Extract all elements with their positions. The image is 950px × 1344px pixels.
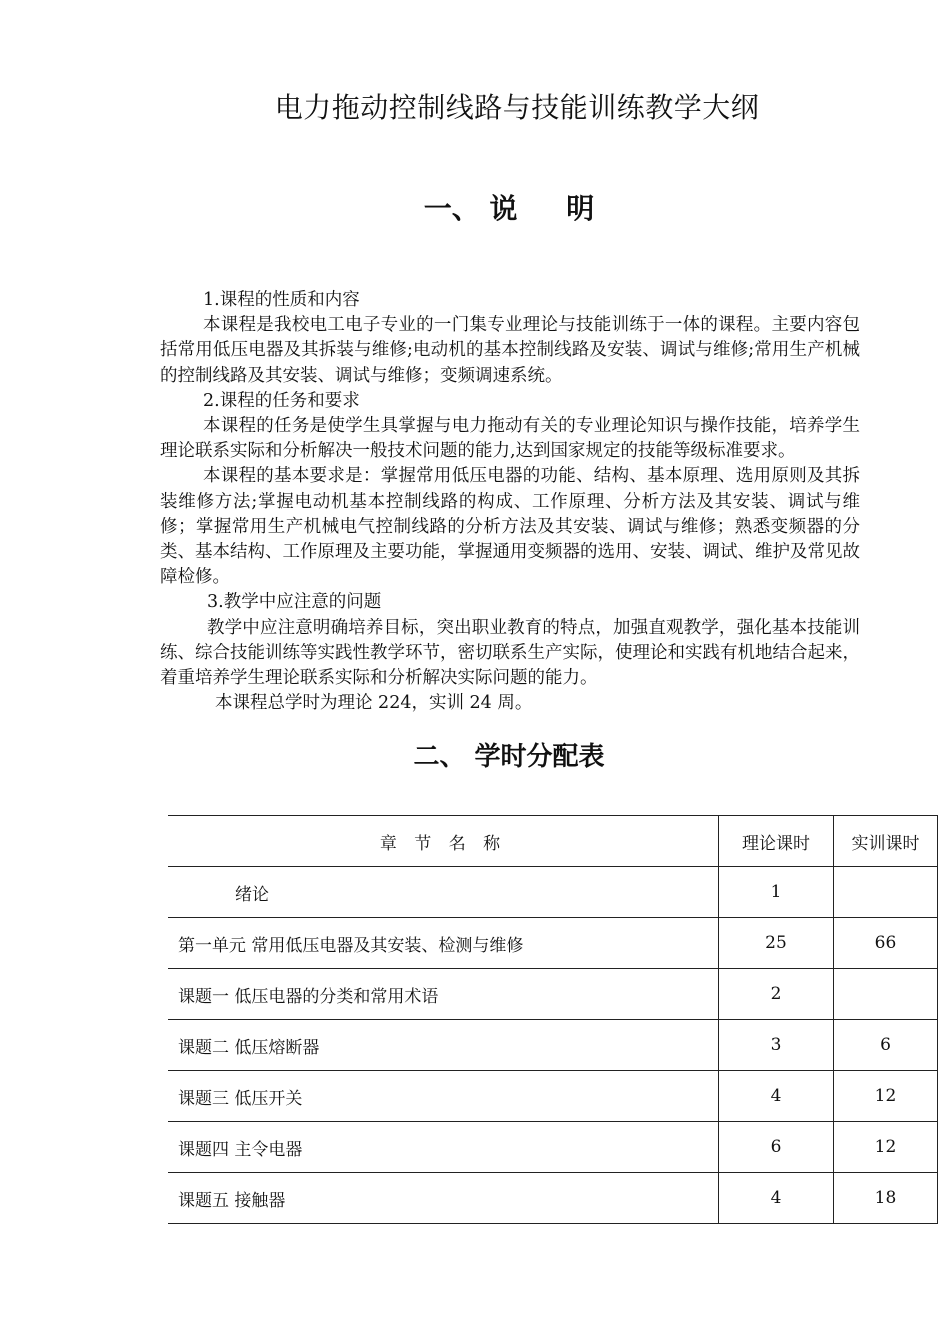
paragraph-nature: 本课程是我校电工电子专业的一门集专业理论与技能训练于一体的课程。主要内容包括常用低压电器及其拆装与维修;电动机的基本控制线路及安装、调试与维修;常用生产机械的控制线路及其安装、调试与维修；变频调速系统。 — [160, 315, 860, 386]
row-practice — [834, 969, 938, 1020]
document-title: 电力拖动控制线路与技能训练教学大纲 — [274, 91, 760, 124]
subheading-tasks: 2.课程的任务和要求 — [203, 390, 360, 411]
explanation-body — [160, 288, 860, 716]
row-theory: 4 — [719, 1173, 834, 1224]
table-row — [168, 918, 938, 969]
table-row — [168, 867, 938, 918]
paragraph-notes: 教学中应注意明确培养目标，突出职业教育的特点，加强直观教学，强化基本技能训练、综合技能训练等实践性教学环节，密切联系生产实际，使理论和实践有机地结合起来，着重培养学生理论联系实际和分析解决实际问题的能力。 — [160, 617, 860, 689]
paragraph-tasks: 本课程的任务是使学生具掌握与电力拖动有关的专业理论知识与操作技能，培养学生理论联系实际和分析解决一般技术问题的能力,达到国家规定的技能等级标准要求。 — [160, 416, 860, 462]
row-theory: 2 — [719, 969, 834, 1020]
table-row — [168, 1020, 938, 1071]
subheading-nature: 1.课程的性质和内容 — [203, 290, 360, 310]
row-name: 课题二 低压熔断器 — [168, 1020, 719, 1071]
row-theory: 6 — [719, 1122, 834, 1173]
row-practice: 6 — [834, 1020, 938, 1071]
paragraph-total-hours: 本课程总学时为理论 224，实训 24 周。 — [215, 693, 533, 714]
section-heading-hours: 二、 学时分配表 — [413, 742, 605, 772]
row-theory: 1 — [719, 867, 834, 918]
hours-allocation-table — [168, 815, 938, 1224]
table-row — [168, 1071, 938, 1122]
row-name: 第一单元 常用低压电器及其安装、检测与维修 — [168, 918, 719, 969]
table-row — [168, 969, 938, 1020]
paragraph-requirements: 本课程的基本要求是：掌握常用低压电器的功能、结构、基本原理、选用原则及其拆装维修方法;掌握电动机基本控制线路的构成、工作原理、分析方法及其安装、调试与维修；掌握常用生产机械电气控制线路的分析方法及其安装、调试与维修；熟悉变频器的分类、基本结构、工作原理及主要功能，掌握通用变频器的选用、安装、调试、维护及常见故障检修。 — [160, 466, 860, 588]
row-name: 课题一 低压电器的分类和常用术语 — [168, 969, 719, 1020]
row-practice: 12 — [834, 1122, 938, 1173]
row-name: 课题四 主令电器 — [168, 1122, 719, 1173]
row-name: 绪论 — [168, 867, 719, 918]
header-practice-hours: 实训课时 — [834, 816, 938, 867]
row-practice: 66 — [834, 918, 938, 969]
row-name: 课题五 接触器 — [168, 1173, 719, 1224]
row-theory: 4 — [719, 1071, 834, 1122]
row-theory: 3 — [719, 1020, 834, 1071]
section-heading-explanation: 一、 说 明 — [423, 192, 595, 225]
table-row — [168, 1173, 938, 1224]
table-row — [168, 1122, 938, 1173]
row-practice: 18 — [834, 1173, 938, 1224]
row-practice — [834, 867, 938, 918]
row-theory: 25 — [719, 918, 834, 969]
subheading-notes: 3.教学中应注意的问题 — [207, 592, 382, 613]
table-header-row — [168, 816, 938, 867]
row-practice: 12 — [834, 1071, 938, 1122]
header-chapter-name: 章 节 名 称 — [168, 816, 719, 867]
header-theory-hours: 理论课时 — [719, 816, 834, 867]
row-name: 课题三 低压开关 — [168, 1071, 719, 1122]
